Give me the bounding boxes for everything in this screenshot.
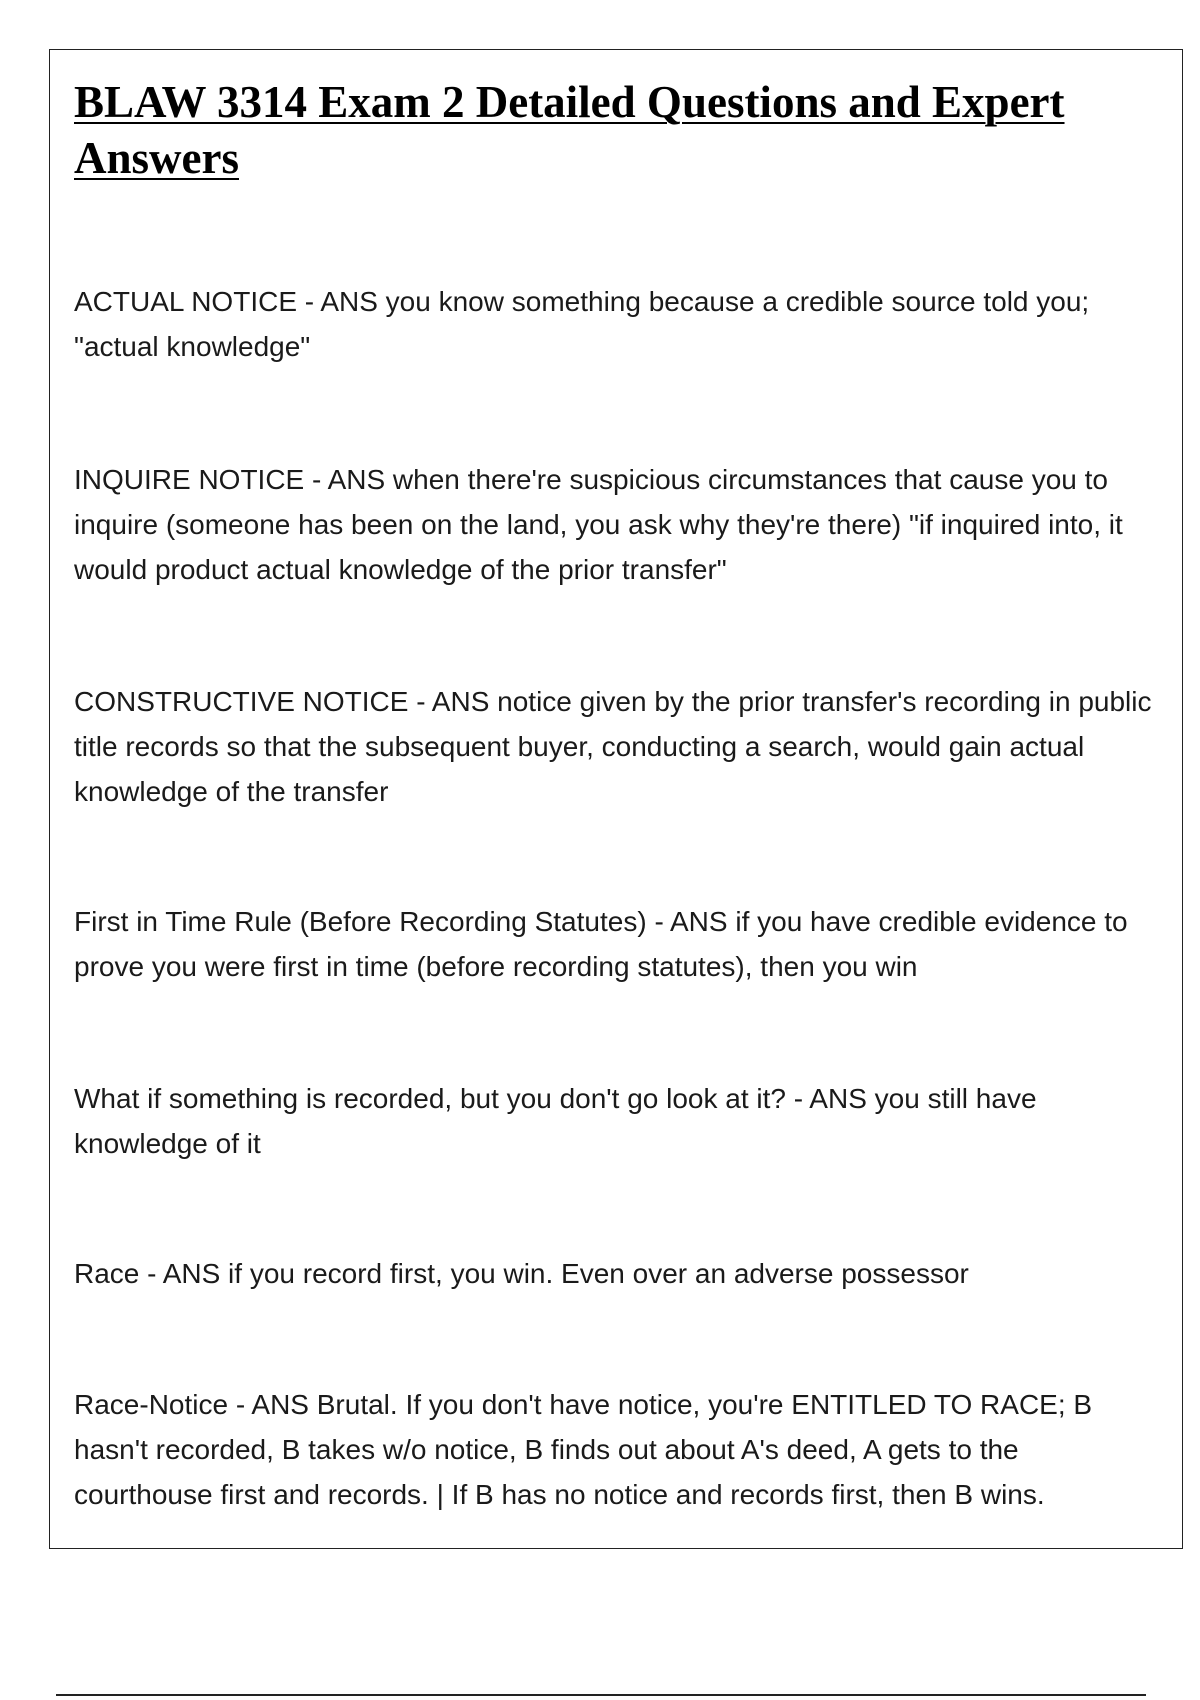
footer-divider: [56, 1694, 1146, 1696]
qa-entry-race: Race - ANS if you record first, you win. Even over an adverse possessor: [74, 1258, 969, 1289]
document-title: BLAW 3314 Exam 2 Detailed Questions and Expert Answers: [74, 77, 1065, 183]
document-page-frame: [49, 49, 1183, 1549]
qa-entry-race-notice: Race-Notice - ANS Brutal. If you don't have notice, you're ENTITLED TO RACE; B hasn't recorded, B takes w/o notice, B finds out about A's deed, A gets to the courthouse first and records. | If B has no notice and records first, then B wins.: [74, 1389, 1093, 1510]
qa-entry-recorded-not-looked: What if something is recorded, but you don't go look at it? - ANS you still have knowledge of it: [74, 1083, 1037, 1159]
qa-entry-first-in-time-rule: First in Time Rule (Before Recording Statutes) - ANS if you have credible evidence to prove you were first in time (before recording statutes), then you win: [74, 906, 1128, 982]
qa-entry-constructive-notice: CONSTRUCTIVE NOTICE - ANS notice given by the prior transfer's recording in public title records so that the subsequent buyer, conducting a search, would gain actual knowledge of the transfer: [74, 686, 1152, 807]
qa-entry-actual-notice: ACTUAL NOTICE - ANS you know something because a credible source told you; "actual knowledge": [74, 286, 1090, 362]
qa-entry-inquire-notice: INQUIRE NOTICE - ANS when there're suspicious circumstances that cause you to inquire (someone has been on the land, you ask why they're there) "if inquired into, it would product actual knowledge of the prior transfer": [74, 464, 1123, 585]
